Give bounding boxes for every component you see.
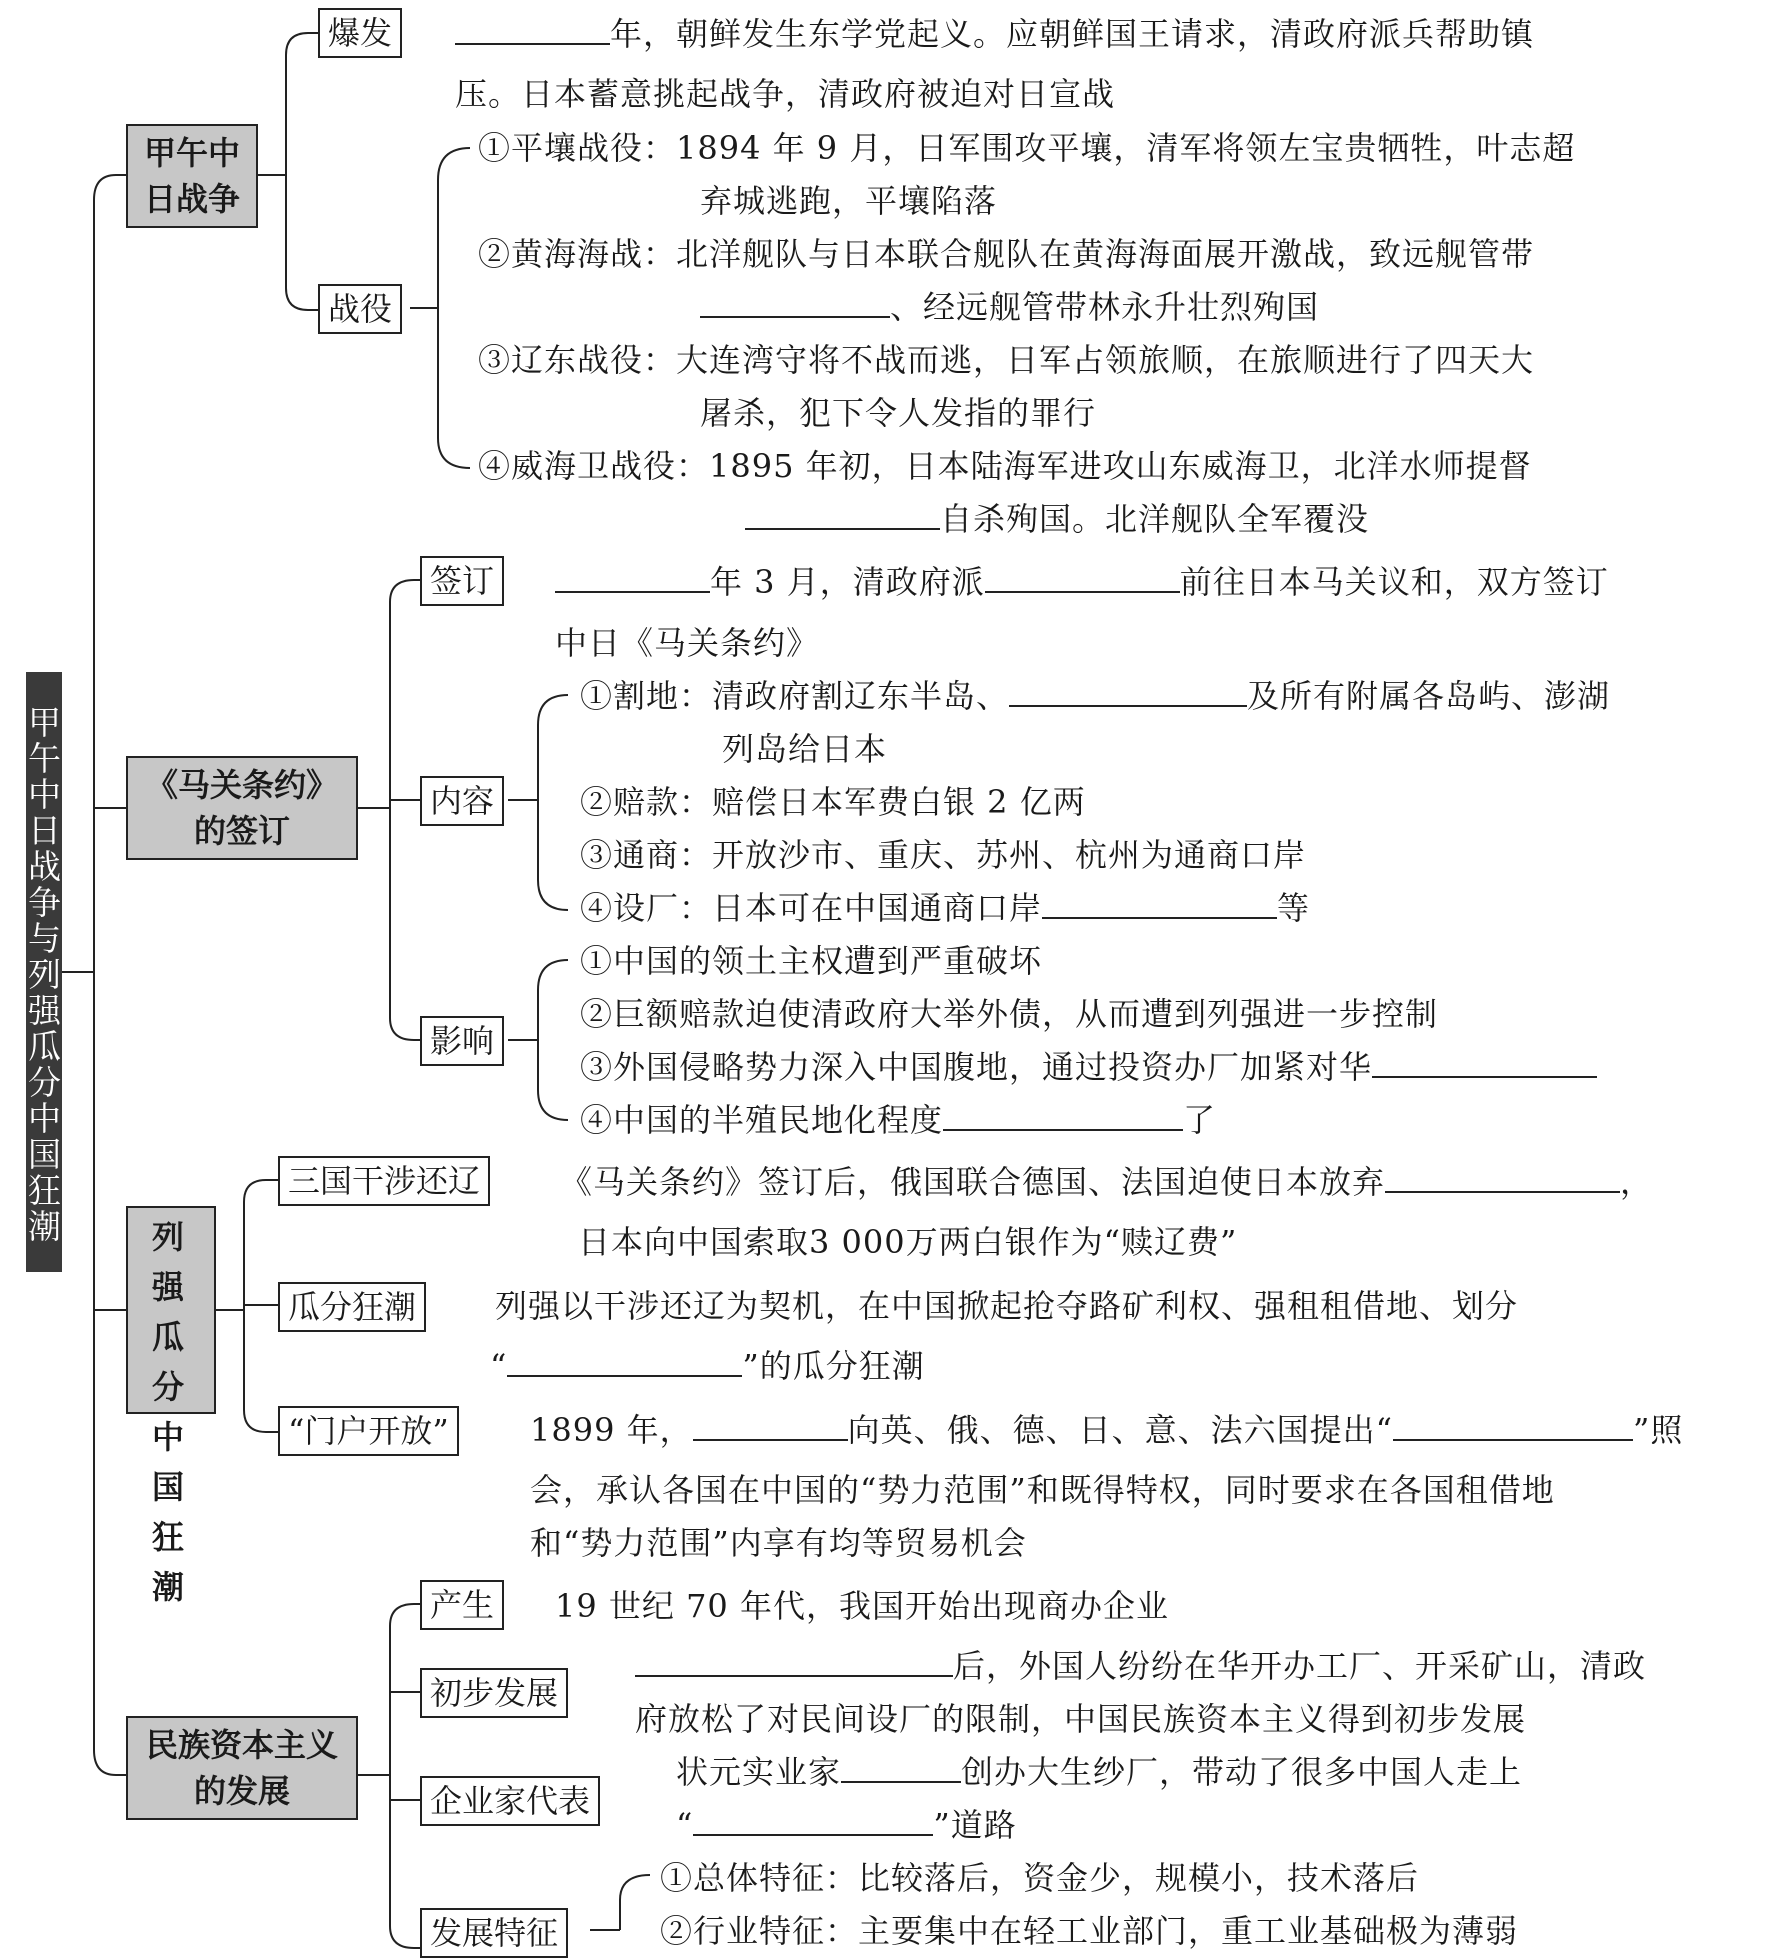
content3-line: ③通商：开放沙市、重庆、苏州、杭州为通商口岸 [580, 836, 1307, 874]
blank-zhang-jian[interactable] [841, 1747, 961, 1783]
root-title: 甲午中日战争与列强瓜分中国狂潮 [26, 672, 62, 1272]
blank-ceded-island[interactable] [1009, 671, 1247, 707]
topic-national-capitalism: 民族资本主义的发展 [126, 1716, 358, 1820]
battles-bracket [438, 148, 470, 468]
label-initial-dev: 初步发展 [420, 1668, 568, 1718]
label-impact: 影响 [420, 1016, 504, 1066]
battle4-line-2: 自杀殉国。北洋舰队全军覆没 [745, 493, 1369, 545]
content1-line-2: 列岛给日本 [722, 730, 888, 768]
label-content: 内容 [420, 776, 504, 826]
content4-line: ④设厂：日本可在中国通商口岸 等 [580, 882, 1310, 934]
main-spine [94, 175, 116, 1775]
partition-line-1: 列强以干涉还辽为契机，在中国掀起抢夺路矿利权、强租租借地、划分 [495, 1287, 1519, 1325]
intervention-line-1: 《马关条约》签订后，俄国联合德国、法国迫使日本放弃 ， [560, 1156, 1653, 1208]
battle3-line-1: ③辽东战役：大连湾守将不战而逃，日军占领旅顺，在旅顺进行了四天大 [478, 341, 1535, 379]
blank-envoy[interactable] [985, 557, 1180, 593]
content2-line: ②赔款：赔偿日本军费白银 2 亿两 [580, 783, 1086, 821]
outbreak-line-1: 年，朝鲜发生东学党起义。应朝鲜国王请求，清政府派兵帮助镇 [455, 8, 1534, 60]
blank-open-door-policy[interactable] [1393, 1405, 1633, 1441]
battle1-line-2: 弃城逃跑，平壤陷落 [700, 182, 998, 220]
battle3-line-2: 屠杀，犯下令人发指的罪行 [700, 394, 1097, 432]
battle1-line-1: ①平壤战役：1894 年 9 月，日军围攻平壤，清军将领左宝贵牺牲，叶志超 [478, 129, 1576, 167]
label-open-door: “门户开放” [278, 1406, 459, 1456]
signing-line-2: 中日《马关条约》 [555, 624, 820, 662]
intervention-line-2: 日本向中国索取3 000万两白银作为“赎辽费” [578, 1223, 1238, 1261]
feature1-line: ①总体特征：比较落后，资金少，规模小，技术落后 [660, 1859, 1420, 1897]
impact-bracket [538, 960, 568, 1120]
blank-economic-exploitation[interactable] [1372, 1042, 1597, 1078]
t2-fork [390, 580, 414, 1040]
blank-zhiyuan-captain[interactable] [700, 282, 890, 318]
blank-spheres-of-influence[interactable] [507, 1341, 742, 1377]
battle4-line-1: ④威海卫战役：1895 年初，日本陆海军进攻山东威海卫，北洋水师提督 [478, 447, 1532, 485]
topic-treaty-signing: 《马关条约》的签订 [126, 756, 358, 860]
impact4-line: ④中国的半殖民地化程度 了 [580, 1094, 1216, 1146]
entrepreneur-line-2: “ ”道路 [676, 1799, 1017, 1851]
signing-line-1: 年 3 月，清政府派 前往日本马关议和，双方签订 [555, 556, 1609, 608]
t1-fork [286, 33, 308, 310]
label-signing: 签订 [420, 556, 504, 606]
blank-industrial-path[interactable] [693, 1800, 933, 1836]
blank-beiyang-admiral[interactable] [745, 494, 940, 530]
topic-sino-japanese-war: 甲午中日战争 [126, 124, 258, 228]
impact2-line: ②巨额赔款迫使清政府大举外债，从而遭到列强进一步控制 [580, 995, 1439, 1033]
label-outbreak: 爆发 [318, 8, 402, 58]
open-door-line-1: 1899 年， 向英、俄、德、日、意、法六国提出“ ”照 [530, 1404, 1683, 1456]
blank-outbreak-year[interactable] [455, 9, 610, 45]
battle2-line-2: 、经远舰管带林永升壮烈殉国 [700, 281, 1319, 333]
content1-line-1: ①割地：清政府割辽东半岛、 及所有附属各岛屿、澎湖 [580, 670, 1610, 722]
initial-dev-line-2: 府放松了对民间设厂的限制，中国民族资本主义得到初步发展 [635, 1700, 1527, 1738]
blank-signing-year[interactable] [555, 557, 710, 593]
t4-fork [390, 1604, 414, 1948]
feature2-line: ②行业特征：主要集中在轻工业部门，重工业基础极为薄弱 [660, 1912, 1519, 1950]
blank-us[interactable] [693, 1405, 848, 1441]
initial-dev-line-1: 后，外国人纷纷在华开办工厂、开采矿山，清政 [635, 1640, 1646, 1692]
origin-line: 19 世纪 70 年代，我国开始出现商办企业 [555, 1587, 1169, 1625]
open-door-line-3: 和“势力范围”内享有均等贸易机会 [530, 1524, 1027, 1562]
impact1-line: ①中国的领土主权遭到严重破坏 [580, 942, 1043, 980]
entrepreneur-line-1: 状元实业家 创办大生纱厂，带动了很多中国人走上 [676, 1746, 1522, 1798]
label-partition: 瓜分狂潮 [278, 1282, 426, 1332]
label-battles: 战役 [318, 284, 402, 334]
content-bracket [538, 695, 568, 910]
topic-partition-wave: 列强瓜分中国狂潮 [126, 1206, 216, 1414]
label-dev-features: 发展特征 [420, 1908, 568, 1958]
blank-factory-rights[interactable] [1042, 883, 1277, 919]
features-bracket [620, 1875, 650, 1930]
blank-liaodong[interactable] [1385, 1157, 1620, 1193]
partition-line-2: “ ”的瓜分狂潮 [490, 1340, 925, 1392]
outbreak-line-2: 压。日本蓄意挑起战争，清政府被迫对日宣战 [455, 75, 1116, 113]
label-origin: 产生 [420, 1580, 504, 1630]
battle2-line-1: ②黄海海战：北洋舰队与日本联合舰队在黄海海面展开激战，致远舰管带 [478, 235, 1535, 273]
impact3-line: ③外国侵略势力深入中国腹地，通过投资办厂加紧对华 [580, 1041, 1597, 1093]
blank-treaty[interactable] [635, 1641, 953, 1677]
blank-degree[interactable] [943, 1095, 1183, 1131]
label-entrepreneur: 企业家代表 [420, 1776, 600, 1826]
open-door-line-2: 会，承认各国在中国的“势力范围”和既得特权，同时要求在各国租借地 [530, 1471, 1555, 1509]
label-intervention: 三国干涉还辽 [278, 1156, 490, 1206]
